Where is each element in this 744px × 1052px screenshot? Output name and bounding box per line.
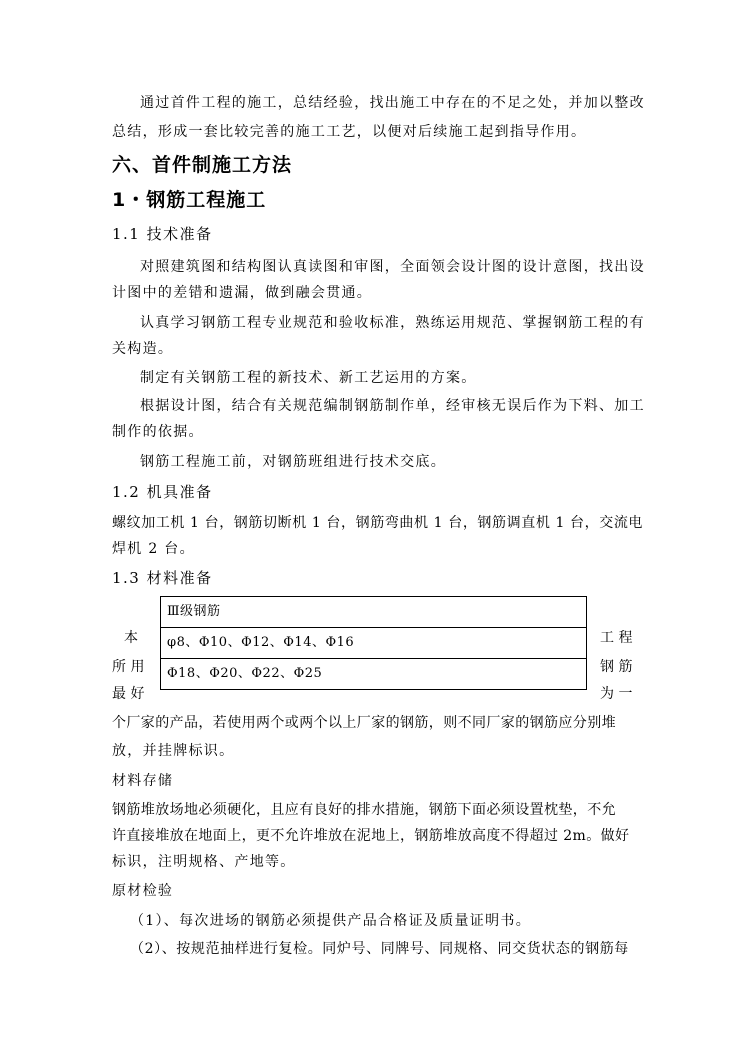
rebar-spec-table [160, 596, 587, 690]
storage-line-1: 钢筋堆放场地必须硬化，且应有良好的排水措施，钢筋下面必须设置枕垫，不允 [112, 802, 616, 818]
subsection-heading: 1・钢筋工程施工 [112, 189, 267, 211]
para-1-line-2: 计图中的差错和遗漏，做到融会贯通。 [112, 285, 373, 301]
material-cont-line-2: 放，并挂牌标识。 [112, 743, 235, 759]
para-5: 钢筋工程施工前，对钢筋班组进行技术交底。 [140, 454, 446, 470]
para-1-line-1: 对照建筑图和结构图认真读图和审图，全面领会设计图的设计意图，找出设 [140, 259, 645, 275]
heading-1-1: 1.1 技术准备 [112, 225, 213, 243]
material-cont-line-1: 个厂家的产品，若使用两个或两个以上厂家的钢筋，则不同厂家的钢筋应分别堆 [112, 715, 616, 731]
heading-1-2: 1.2 机具准备 [112, 483, 213, 501]
side-text-right-3: 为 一 [600, 686, 633, 702]
table-row: Ⅲ级钢筋 [167, 604, 221, 619]
intro-line-2: 总结，形成一套比较完善的施工工艺，以便对后续施工起到指导作用。 [112, 124, 587, 140]
equipment-line-1: 螺纹加工机 1 台，钢筋切断机 1 台，钢筋弯曲机 1 台，钢筋调直机 1 台，交流电 [112, 515, 644, 531]
section-heading: 六、首件制施工方法 [112, 154, 293, 176]
storage-heading: 材料存储 [112, 773, 174, 789]
para-4-line-1: 根据设计图，结合有关规范编制钢筋制作单，经审核无误后作为下料、加工 [140, 398, 645, 414]
inspection-item-1: （1）、每次进场的钢筋必须提供产品合格证及质量证明书。 [130, 913, 532, 929]
side-text-left-2: 所 用 [112, 659, 145, 675]
side-text-left-3: 最 好 [112, 686, 145, 702]
side-text-right-1: 工 程 [600, 630, 633, 646]
inspection-item-2: （2）、按规范抽样进行复检。同炉号、同牌号、同规格、同交货状态的钢筋每 [130, 941, 629, 957]
storage-line-3: 标识，注明规格、产地等。 [112, 854, 296, 870]
para-2-line-1: 认真学习钢筋工程专业规范和验收标准，熟练运用规范、掌握钢筋工程的有 [140, 315, 645, 331]
para-4-line-2: 制作的依据。 [112, 424, 204, 440]
side-text-left-1: 本 [124, 630, 138, 646]
inspection-heading: 原材检验 [112, 883, 174, 899]
table-row: φ8、Φ10、Φ12、Φ14、Φ16 [161, 627, 586, 658]
equipment-line-2: 焊机 2 台。 [112, 541, 195, 557]
storage-line-2: 许直接堆放在地面上，更不允许堆放在泥地上，钢筋堆放高度不得超过 2m。做好 [112, 828, 630, 844]
table-row: Φ18、Φ20、Φ22、Φ25 [161, 658, 586, 689]
heading-1-3: 1.3 材料准备 [112, 569, 213, 587]
para-2-line-2: 关构造。 [112, 341, 174, 357]
side-text-right-2: 钢 筋 [600, 659, 633, 675]
para-3: 制定有关钢筋工程的新技术、新工艺运用的方案。 [140, 370, 477, 386]
intro-line-1: 通过首件工程的施工，总结经验，找出施工中存在的不足之处，并加以整改 [140, 95, 645, 111]
